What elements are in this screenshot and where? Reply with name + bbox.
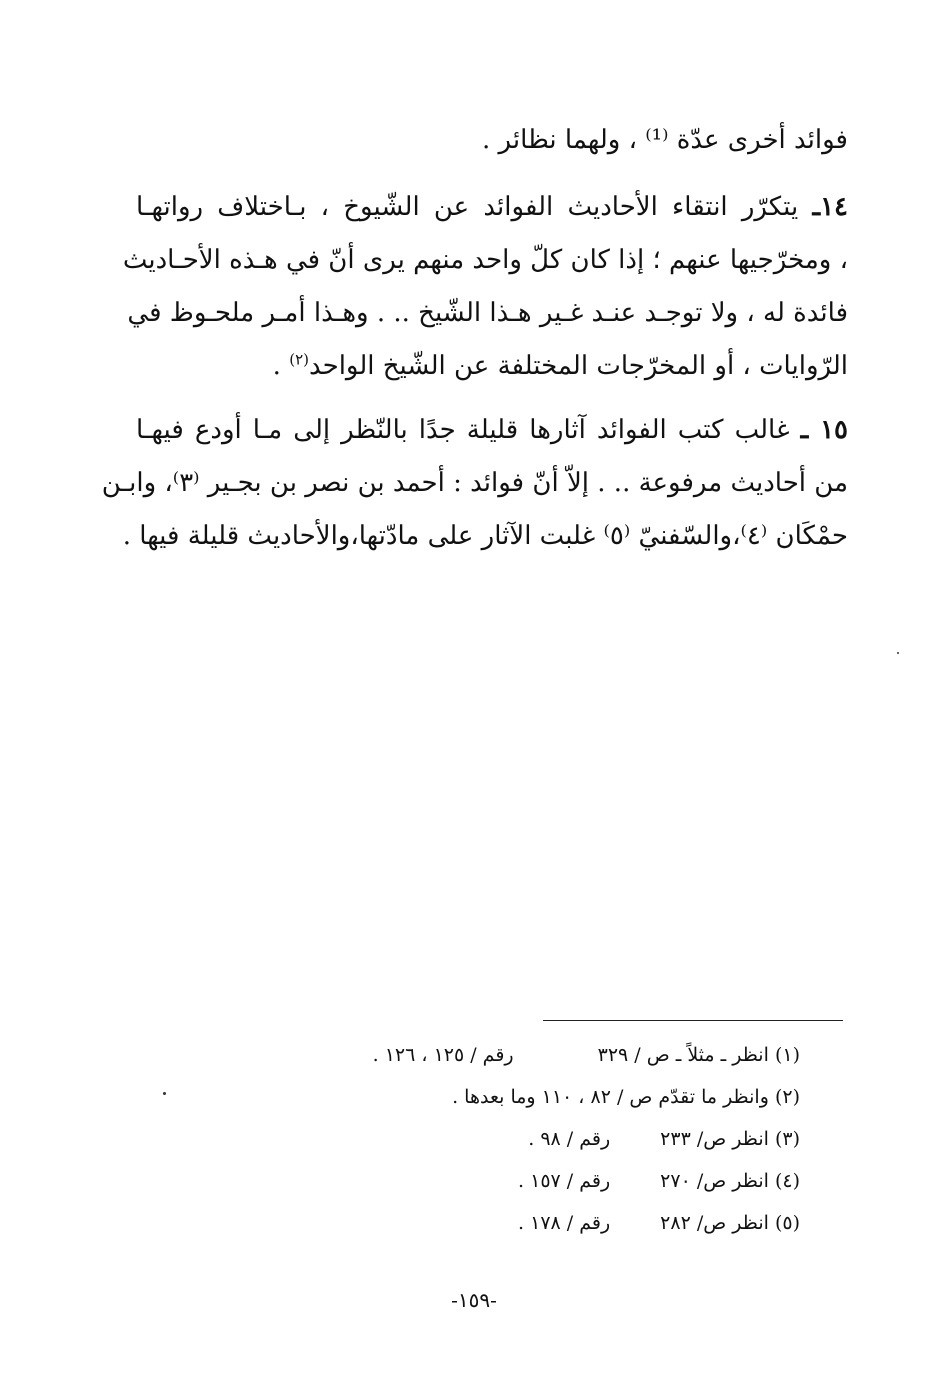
intro-line [136,120,848,160]
p15-line-3 [122,516,848,556]
footnote-5-extra: رقم / ١٧٨ . [518,1212,611,1234]
p15-number: ١٥ ـ [800,415,849,445]
footnote-3-extra: رقم / ٩٨ . [528,1128,611,1150]
footnote-1 [240,1040,800,1070]
page-number: -١٥٩- [451,1288,497,1312]
p14-number: ١٤ـ [812,192,848,222]
footnote-3-text: انظر ص/ ٢٣٣ [660,1128,769,1150]
p14-line-4-text: الرّوايات ، أو المخرّجات المختلفة عن الشّيخ الواحد [308,351,848,381]
scan-speck [163,1092,166,1095]
p14-line-3-text: فائدة له ، ولا توجـد عنـد غـير هـذا الشّيخ .. . وهـذا أمـر ملحـوظ في [127,298,848,328]
p15-line-1-text: غالب كتب الفوائد آثارها قليلة جدًا بالنّظر إلى مـا أودع فيهـا [136,415,790,445]
intro-text: فوائد أخرى عدّة ⁽¹⁾ ، ولهما نظائر . [482,125,848,155]
p15-line-3-text: حمْكَان ⁽٤⁾،والسّفنيّ ⁽٥⁾ غلبت الآثار على مادّتها،والأحاديث قليلة فيها . [122,521,848,551]
p14-footnote-ref: (٢) [289,350,309,369]
p14-line-1-text: يتكرّر انتقاء الأحاديث الفوائد عن الشّيوخ ، بـاختلاف رواتهـا [136,192,799,222]
footnote-2 [240,1082,800,1112]
footnote-separator [543,1020,843,1021]
p14-line-2-text: ، ومخرّجيها عنهم ؛ إذا كان كلّ واحد منهم يرى أنّ في هـذه الأحـاديث [122,245,848,275]
footnote-4 [240,1166,800,1196]
footnote-3-marker: (٣) [774,1128,800,1150]
footnote-2-marker: (٢) [774,1086,800,1108]
p15-line-2 [101,463,848,503]
footnote-3 [240,1124,800,1154]
footnote-1-marker: (١) [774,1044,800,1066]
footnote-4-text: انظر ص/ ٢٧٠ [660,1170,769,1192]
footnote-5 [240,1208,800,1238]
footnote-1-extra: رقم / ١٢٥ ، ١٢٦ . [372,1044,514,1066]
p15-line-1 [136,410,848,450]
footnote-5-text: انظر ص/ ٢٨٢ [660,1212,769,1234]
p14-line-1 [136,187,848,227]
p14-line-2 [122,240,848,280]
p14-line-4 [136,346,848,386]
footnote-2-text: وانظر ما تقدّم ص / ٨٢ ، ١١٠ وما بعدها . [452,1086,769,1108]
p14-line-4-end: . [272,351,290,381]
scan-speck [897,652,899,654]
footnote-5-marker: (٥) [774,1212,800,1234]
p15-line-2-text: من أحاديث مرفوعة .. . إلاّ أنّ فوائد : أحمد بن نصر بن بجـير ⁽٣⁾، وابـن [101,468,848,498]
footnote-1-text: انظر ـ مثلاً ـ ص / ٣٢٩ [597,1044,769,1066]
footnote-4-extra: رقم / ١٥٧ . [518,1170,611,1192]
p14-line-3 [127,293,848,333]
footnote-4-marker: (٤) [774,1170,800,1192]
